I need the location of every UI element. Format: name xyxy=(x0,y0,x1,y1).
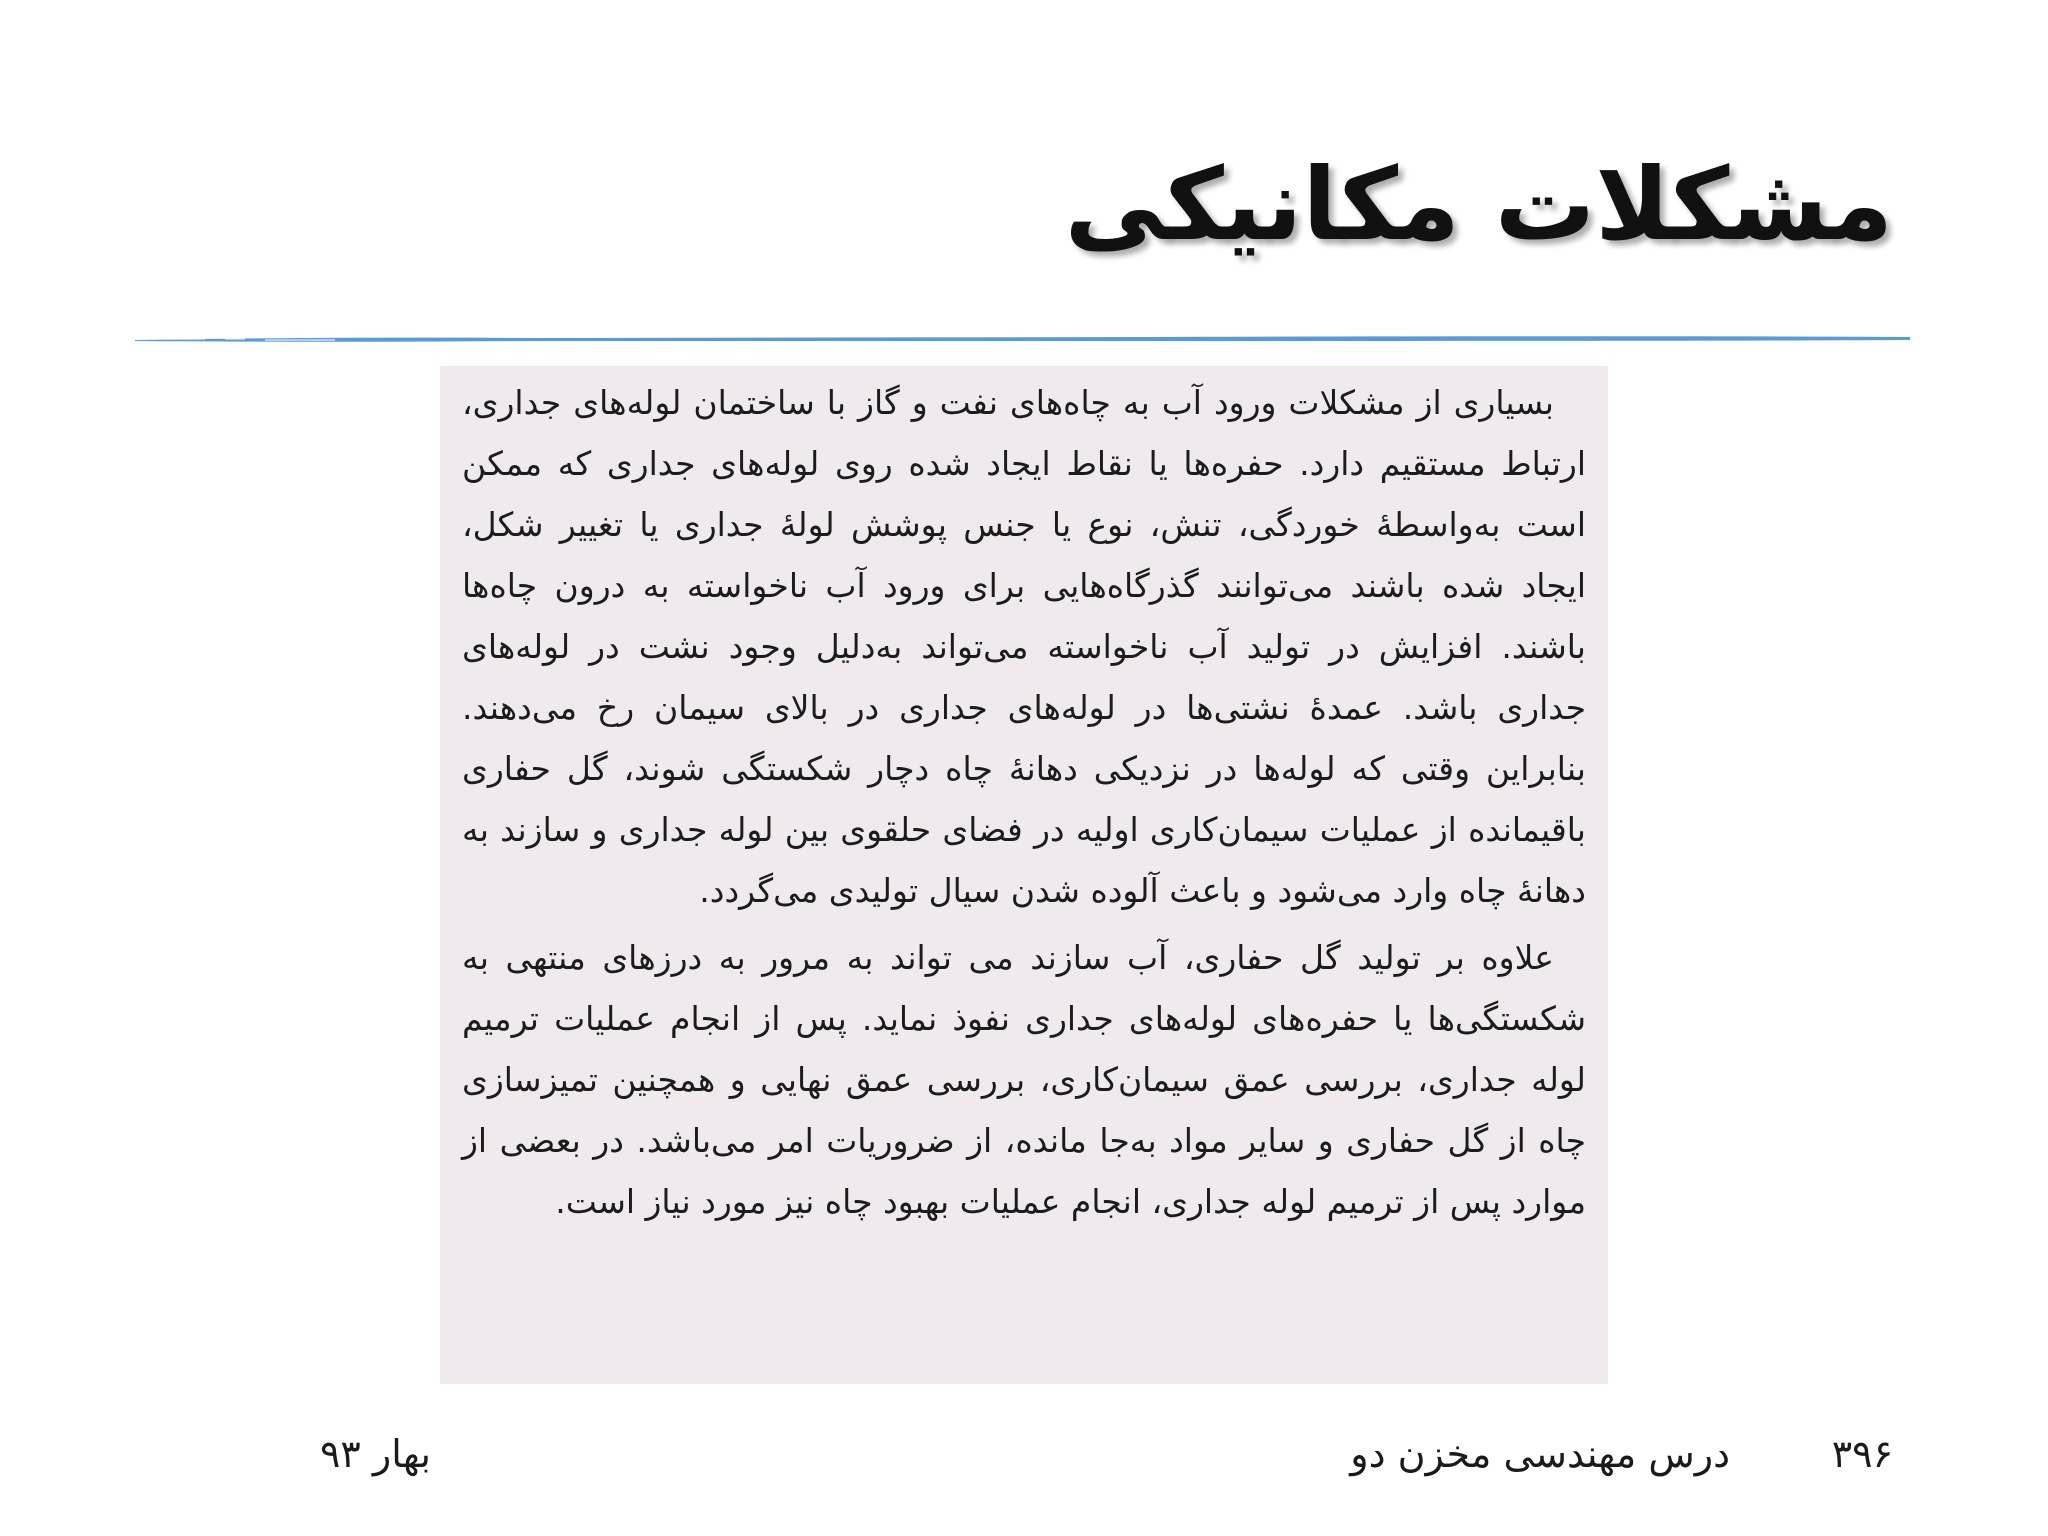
title-divider xyxy=(135,333,1910,345)
paragraph-1: بسیاری از مشکلات ورود آب به چاه‌های نفت و گاز با ساختمان لوله‌های جداری، ارتباط مستقیم دارد. حفره‌ها یا نقاط ایجاد شده روی لوله‌های جداری که ممکن است به‌واسطهٔ خوردگی، تنش، نوع یا جنس پوشش لولهٔ جداری یا تغییر شکل، ایجاد شده باشند می‌توانند گذرگاه‌هایی برای ورود آب ناخواسته به درون چاه‌ها باشند. افزایش در تولید آب ناخواسته می‌تواند به‌دلیل وجود نشت در لوله‌های جداری باشد. عمدهٔ نشتی‌ها در لوله‌های جداری در بالای سیمان رخ می‌دهند. بنابراین وقتی که لوله‌ها در نزدیکی دهانهٔ چاه دچار شکستگی شوند، گل حفاری باقیمانده از عملیات سیمان‌کاری اولیه در فضای حلقوی بین لوله جداری و سازند به دهانهٔ چاه وارد می‌شود و باعث آلوده شدن سیال تولیدی می‌گردد. xyxy=(462,383,1586,910)
page-number: ۳۹۶ xyxy=(1831,1432,1893,1476)
paragraph-2: علاوه بر تولید گل حفاری، آب سازند می تواند به مرور به درزهای منتهی به شکستگی‌ها یا حفره‌های لوله‌های جداری نفوذ نماید. پس از انجام عملیات ترمیم لوله جداری، بررسی عمق سیمان‌کاری، بررسی عمق نهایی و همچنین تمیزسازی چاه از گل حفاری و سایر مواد به‌جا مانده، از ضروریات امر می‌باشد. در بعضی از موارد پس از ترمیم لوله جداری، انجام عملیات بهبود چاه نیز مورد نیاز است. xyxy=(462,938,1586,1221)
content-box xyxy=(440,366,1608,1384)
term-label: بهار ۹۳ xyxy=(320,1432,431,1476)
course-name: درس مهندسی مخزن دو xyxy=(1350,1432,1730,1476)
slide-title: مشکلات مکانیکی xyxy=(1064,146,1893,263)
